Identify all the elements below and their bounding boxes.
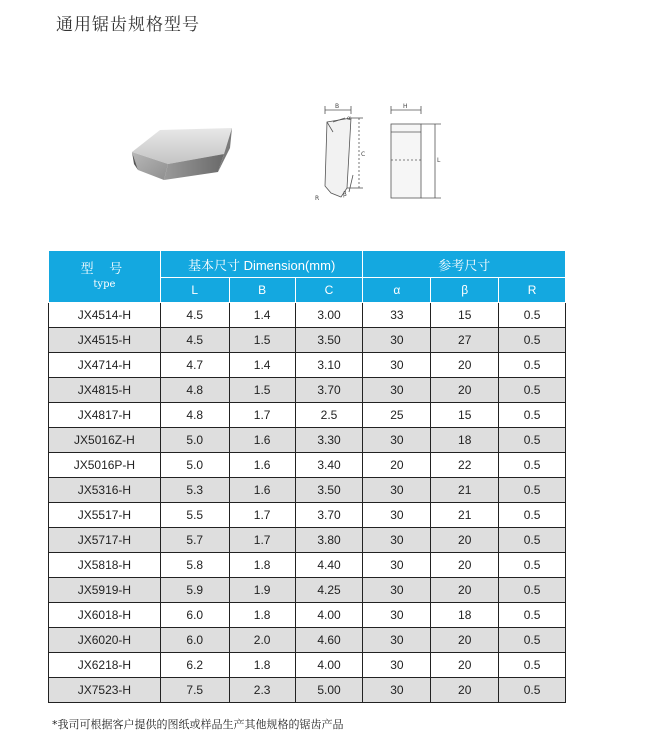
cell-alpha: 30 [363, 553, 431, 578]
spec-table-body [49, 303, 566, 703]
cell-alpha: 30 [363, 603, 431, 628]
cell-beta: 20 [431, 378, 499, 403]
cell-alpha: 30 [363, 378, 431, 403]
cell-type: JX5517-H [49, 503, 161, 528]
cell-alpha: 30 [363, 503, 431, 528]
cell-type: JX4514-H [49, 303, 161, 328]
cell-b: 1.6 [229, 478, 295, 503]
cell-r: 0.5 [499, 578, 566, 603]
cell-r: 0.5 [499, 628, 566, 653]
cell-b: 1.4 [229, 303, 295, 328]
cell-alpha: 25 [363, 403, 431, 428]
table-row [49, 328, 566, 353]
cell-beta: 21 [431, 478, 499, 503]
cell-l: 5.3 [160, 478, 229, 503]
cell-r: 0.5 [499, 603, 566, 628]
cell-r: 0.5 [499, 678, 566, 703]
cell-c: 4.60 [295, 628, 363, 653]
table-row [49, 353, 566, 378]
cell-r: 0.5 [499, 553, 566, 578]
dimension-header: 基本尺寸 Dimension(mm) [160, 251, 363, 278]
cell-l: 4.7 [160, 353, 229, 378]
cell-beta: 15 [431, 303, 499, 328]
column-header-c: C [295, 278, 363, 303]
cell-type: JX4515-H [49, 328, 161, 353]
reference-header: 参考尺寸 [363, 251, 566, 278]
cell-beta: 20 [431, 553, 499, 578]
cell-alpha: 30 [363, 478, 431, 503]
cell-r: 0.5 [499, 403, 566, 428]
cell-type: JX5016Z-H [49, 428, 161, 453]
label-r: R [315, 195, 320, 202]
table-row [49, 403, 566, 428]
label-alpha: α [347, 115, 351, 122]
cell-l: 5.0 [160, 453, 229, 478]
cell-type: JX4817-H [49, 403, 161, 428]
cell-b: 1.7 [229, 503, 295, 528]
cell-c: 3.80 [295, 528, 363, 553]
cell-r: 0.5 [499, 453, 566, 478]
cell-alpha: 30 [363, 353, 431, 378]
cell-c: 4.25 [295, 578, 363, 603]
table-row [49, 303, 566, 328]
cell-b: 1.7 [229, 528, 295, 553]
column-header-r: R [499, 278, 566, 303]
cell-b: 1.8 [229, 553, 295, 578]
cell-c: 3.70 [295, 503, 363, 528]
cell-type: JX7523-H [49, 678, 161, 703]
table-row [49, 378, 566, 403]
cell-b: 1.6 [229, 428, 295, 453]
column-header-alpha: α [363, 278, 431, 303]
column-header-b: B [229, 278, 295, 303]
spec-table [48, 250, 566, 703]
cell-l: 5.5 [160, 503, 229, 528]
cell-l: 4.5 [160, 303, 229, 328]
cell-beta: 15 [431, 403, 499, 428]
type-header-en: type [93, 279, 116, 290]
cell-c: 5.00 [295, 678, 363, 703]
cell-b: 2.0 [229, 628, 295, 653]
cell-r: 0.5 [499, 303, 566, 328]
cell-c: 4.40 [295, 553, 363, 578]
saw-tip-photo [128, 118, 238, 188]
cell-c: 4.00 [295, 653, 363, 678]
cell-alpha: 30 [363, 328, 431, 353]
cell-b: 1.5 [229, 378, 295, 403]
table-row [49, 478, 566, 503]
table-row [49, 628, 566, 653]
column-header-l: L [160, 278, 229, 303]
cell-l: 5.0 [160, 428, 229, 453]
cell-beta: 20 [431, 628, 499, 653]
table-row [49, 453, 566, 478]
label-beta: β [343, 191, 347, 198]
cell-r: 0.5 [499, 378, 566, 403]
cell-b: 1.5 [229, 328, 295, 353]
cell-r: 0.5 [499, 653, 566, 678]
page-title: 通用锯齿规格型号 [56, 15, 200, 35]
cell-beta: 20 [431, 653, 499, 678]
cell-c: 3.50 [295, 478, 363, 503]
cell-type: JX6218-H [49, 653, 161, 678]
cell-l: 5.9 [160, 578, 229, 603]
cell-l: 4.8 [160, 403, 229, 428]
cell-alpha: 30 [363, 428, 431, 453]
table-row [49, 553, 566, 578]
label-b: B [335, 103, 340, 110]
type-header-cn: 型 号 [80, 261, 129, 276]
cell-l: 6.2 [160, 653, 229, 678]
cell-b: 1.6 [229, 453, 295, 478]
table-row [49, 428, 566, 453]
dimension-drawing [313, 100, 453, 202]
cell-type: JX5016P-H [49, 453, 161, 478]
cell-beta: 22 [431, 453, 499, 478]
cell-beta: 21 [431, 503, 499, 528]
cell-l: 5.7 [160, 528, 229, 553]
cell-beta: 20 [431, 528, 499, 553]
cell-alpha: 30 [363, 653, 431, 678]
cell-r: 0.5 [499, 353, 566, 378]
table-row [49, 528, 566, 553]
cell-alpha: 30 [363, 678, 431, 703]
table-row [49, 678, 566, 703]
cell-alpha: 20 [363, 453, 431, 478]
cell-c: 3.00 [295, 303, 363, 328]
cell-c: 3.50 [295, 328, 363, 353]
cell-c: 3.70 [295, 378, 363, 403]
cell-type: JX5818-H [49, 553, 161, 578]
cell-c: 3.10 [295, 353, 363, 378]
cell-type: JX5717-H [49, 528, 161, 553]
cell-beta: 20 [431, 578, 499, 603]
label-h: H [403, 103, 408, 110]
cell-b: 1.7 [229, 403, 295, 428]
cell-type: JX6018-H [49, 603, 161, 628]
cell-alpha: 30 [363, 628, 431, 653]
table-row [49, 603, 566, 628]
cell-b: 1.9 [229, 578, 295, 603]
cell-c: 3.30 [295, 428, 363, 453]
label-c: C [361, 151, 366, 158]
cell-c: 3.40 [295, 453, 363, 478]
table-row [49, 578, 566, 603]
cell-type: JX5316-H [49, 478, 161, 503]
cell-l: 4.8 [160, 378, 229, 403]
cell-beta: 27 [431, 328, 499, 353]
cell-alpha: 30 [363, 528, 431, 553]
cell-r: 0.5 [499, 528, 566, 553]
cell-c: 4.00 [295, 603, 363, 628]
cell-b: 1.8 [229, 603, 295, 628]
cell-r: 0.5 [499, 328, 566, 353]
cell-l: 6.0 [160, 628, 229, 653]
cell-beta: 18 [431, 428, 499, 453]
cell-l: 5.8 [160, 553, 229, 578]
footnote: *我司可根据客户提供的图纸或样品生产其他规格的锯齿产品 [52, 718, 344, 731]
cell-alpha: 33 [363, 303, 431, 328]
cell-c: 2.5 [295, 403, 363, 428]
cell-l: 7.5 [160, 678, 229, 703]
cell-type: JX4815-H [49, 378, 161, 403]
column-header-beta: β [431, 278, 499, 303]
table-row [49, 503, 566, 528]
table-row [49, 653, 566, 678]
cell-b: 1.4 [229, 353, 295, 378]
cell-r: 0.5 [499, 478, 566, 503]
cell-b: 1.8 [229, 653, 295, 678]
cell-l: 6.0 [160, 603, 229, 628]
cell-r: 0.5 [499, 428, 566, 453]
cell-alpha: 30 [363, 578, 431, 603]
cell-b: 2.3 [229, 678, 295, 703]
type-header [49, 251, 161, 303]
cell-beta: 20 [431, 678, 499, 703]
cell-r: 0.5 [499, 503, 566, 528]
cell-type: JX4714-H [49, 353, 161, 378]
cell-beta: 20 [431, 353, 499, 378]
cell-beta: 18 [431, 603, 499, 628]
cell-type: JX5919-H [49, 578, 161, 603]
cell-type: JX6020-H [49, 628, 161, 653]
cell-l: 4.5 [160, 328, 229, 353]
label-l: L [437, 157, 441, 164]
